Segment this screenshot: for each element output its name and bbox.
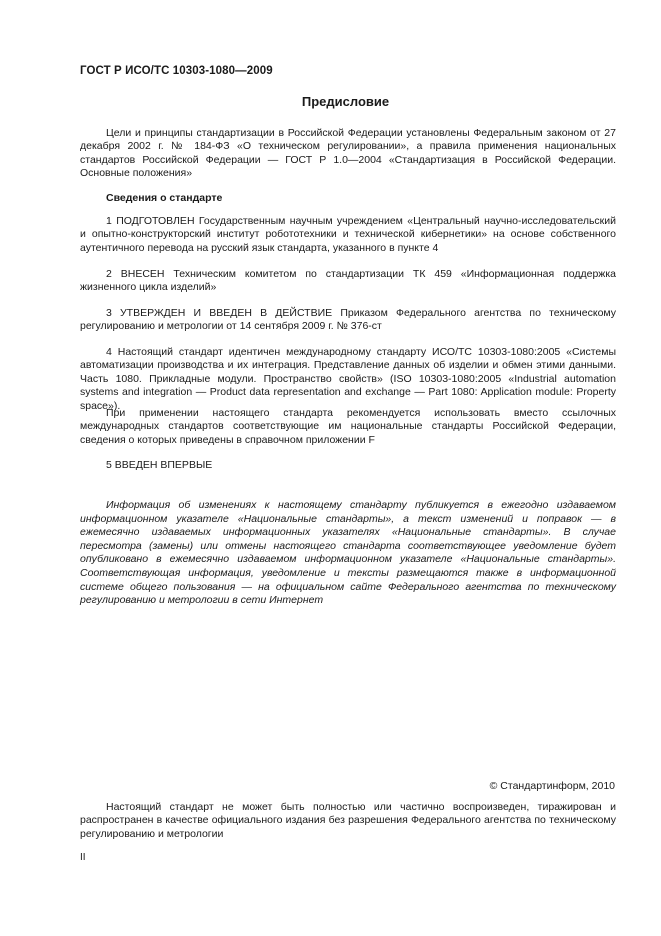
item-identical: 4 Настоящий стандарт идентичен международному стандарту ИСО/ТС 10303-1080:2005 «Системы автоматизации производства и их интеграция. Представление данных об изделии и обмен этими данными. Часть 1080. Прикладные модули. Пространство свойств» (ISO 10303-1080:2005 «Industrial automation systems and integration — Product data representation and exchange — Part 1080: Application module: Property space»). [80,346,616,412]
item-references-note: При применении настоящего стандарта рекомендуется использовать вместо ссылочных международных стандартов соответствующие им национальные стандарты Российской Федерации, сведения о которых приведены в справочном приложении F [80,407,616,446]
item-prepared: 1 ПОДГОТОВЛЕН Государственным научным учреждением «Центральный научно-исследовательский и опытно-конструкторский институт робототехники и технической кибернетики» на основе собственного аутентичного перевода на русский язык стандарта, указанного в пункте 4 [80,215,616,254]
page-number: II [80,852,86,863]
item-first-introduced: 5 ВВЕДЕН ВПЕРВЫЕ [106,459,213,471]
item-submitted: 2 ВНЕСЕН Техническим комитетом по стандартизации ТК 459 «Информационная поддержка жизненного цикла изделий» [80,268,616,294]
page-title: Предисловие [301,94,390,109]
changes-notice: Информация об изменениях к настоящему стандарту публикуется в ежегодно издаваемом информационном указателе «Национальные стандарты», а текст изменений и поправок — в ежемесячно издаваемых информационных указателях «Национальные стандарты». В случае пересмотра (замены) или отмены настоящего стандарта соответствующее уведомление будет опубликовано в ежемесячно издаваемом информационном указателе «Национальные стандарты». Соответствующая информация, уведомление и тексты размещаются также в информационной системе общего пользования — на официальном сайте Федерального агентства по техническому регулированию и метрологии в сети Интернет [80,499,616,607]
item-approved: 3 УТВЕРЖДЕН И ВВЕДЕН В ДЕЙСТВИЕ Приказом Федерального агентства по техническому регулированию и метрологии от 14 сентября 2009 г. № 376-ст [80,307,616,333]
intro-paragraph: Цели и принципы стандартизации в Российской Федерации установлены Федеральным законом от 27 декабря 2002 г. № 184-ФЗ «О техническом регулировании», а правила применения национальных стандартов Российской Федерации — ГОСТ Р 1.0—2004 «Стандартизация в Российской Федерации. Основные положения» [80,127,616,180]
reproduction-notice: Настоящий стандарт не может быть полностью или частично воспроизведен, тиражирован и распространен в качестве официального издания без разрешения Федерального агентства по техническому регулированию и метрологии [80,801,616,840]
section-heading: Сведения о стандарте [106,192,223,204]
copyright-line: © Стандартинформ, 2010 [489,780,615,792]
document-code-header: ГОСТ Р ИСО/ТС 10303-1080—2009 [80,65,273,77]
